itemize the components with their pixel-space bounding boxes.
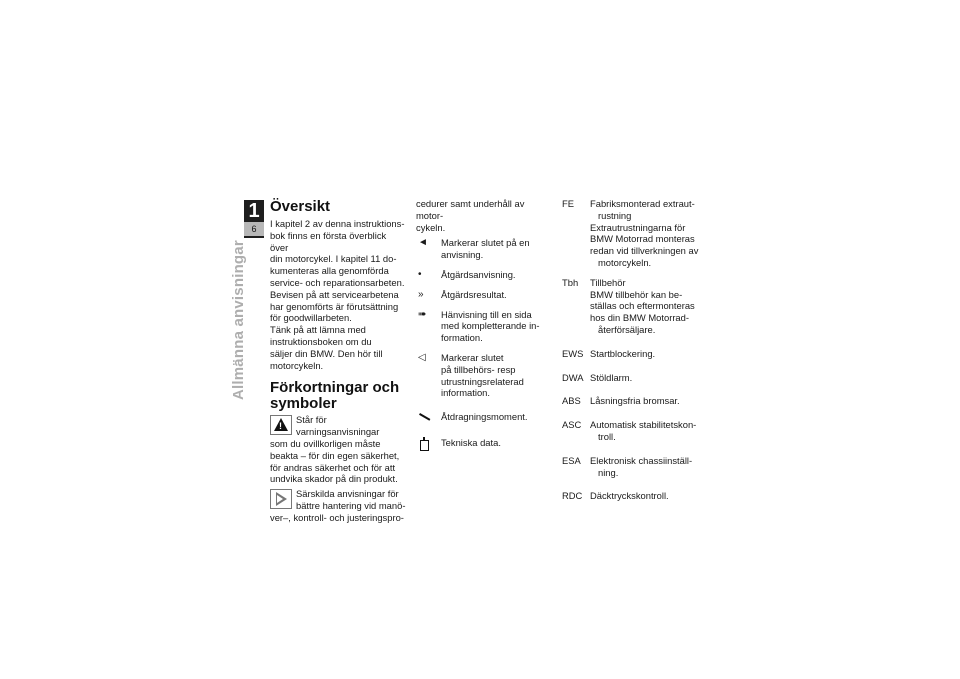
symbol-row: ➠ Hänvisning till en sida med kompletterande in- formation. (418, 308, 540, 344)
technical-data-icon (418, 437, 438, 451)
end-marker-icon: ◄ (418, 237, 428, 249)
abbreviation-row: DWA Stöldlarm. (562, 371, 633, 383)
special-note: Särskilda anvisningar för bättre hantering vid manö- ver–, kontroll- och justeringspro- (270, 488, 406, 523)
chapter-side-title: Allmänna anvisningar (230, 240, 247, 400)
symbol-row: • Åtgärdsanvisning. (418, 268, 516, 280)
column-2 (416, 198, 552, 449)
abbreviation-row: EWS Startblockering. (562, 347, 656, 359)
column-1 (270, 198, 406, 524)
warning-triangle-icon (270, 415, 292, 435)
abbreviation-row: ASC Automatisk stabilitetskon- troll. (562, 419, 697, 442)
abbreviation-row: RDC Däcktryckskontroll. (562, 490, 669, 502)
abbreviation-row: Tbh Tillbehör BMW tillbehör kan be- ställas och eftermonteras hos din BMW Motorrad- återförsäljare. (562, 276, 695, 335)
result-icon: » (418, 288, 424, 300)
intro-line: cykeln. (416, 221, 446, 233)
abbreviation-row: FE Fabriksmonterad extraut- rustning Extrautrustningarna för BMW Motorrad monteras redan vid tillverkningen av motorcykeln. (562, 198, 699, 268)
accessory-end-icon: ◁ (418, 351, 426, 363)
symbol-row: Åtdragningsmoment. (416, 411, 552, 423)
symbol-row: Tekniska data. (416, 437, 552, 449)
reference-arrow-icon: ➠ (418, 308, 427, 320)
torque-wrench-icon (418, 411, 438, 421)
warning-note: ! Står för varningsanvisningar som du ovillkorligen måste beakta – för din egen säkerhet, för andras säkerhet och för att undvika skador på din produkt. (270, 414, 406, 485)
chapter-number: 1 (248, 200, 260, 222)
overview-paragraph: I kapitel 2 av denna instruktions- bok finns en första överblick över din motorcykel. I kapitel 11 do- kumenteras alla genomförda service- och reparationsarbeten. Bevisen på att servicearbetena har genomförts är förutsättning för goodwillarbeten. Tänk på att lämna med instruktionsboken om du säljer din BMW. Den hör till motorcykeln. (270, 218, 405, 371)
symbol-row: ◁ Markerar slutet på tillbehörs- resp utrustningsrelaterad information. (418, 351, 524, 399)
abbreviations-heading: Förkortningar och symboler (270, 379, 400, 413)
abbreviation-row: ESA Elektronisk chassiinställ- ning. (562, 454, 693, 478)
chapter-badge (244, 200, 264, 238)
bullet-icon: • (418, 268, 422, 280)
page-number: 6 (244, 222, 264, 236)
symbol-row: ◄ Markerar slutet på en anvisning. (418, 237, 530, 261)
column-3 (562, 198, 704, 510)
overview-heading: Översikt (270, 198, 331, 215)
note-triangle-icon (270, 489, 292, 509)
abbreviation-row: ABS Låsningsfria bromsar. (562, 395, 680, 407)
intro-line: cedurer samt underhåll av motor- (416, 198, 525, 221)
symbol-row: » Åtgärdsresultat. (418, 288, 507, 300)
